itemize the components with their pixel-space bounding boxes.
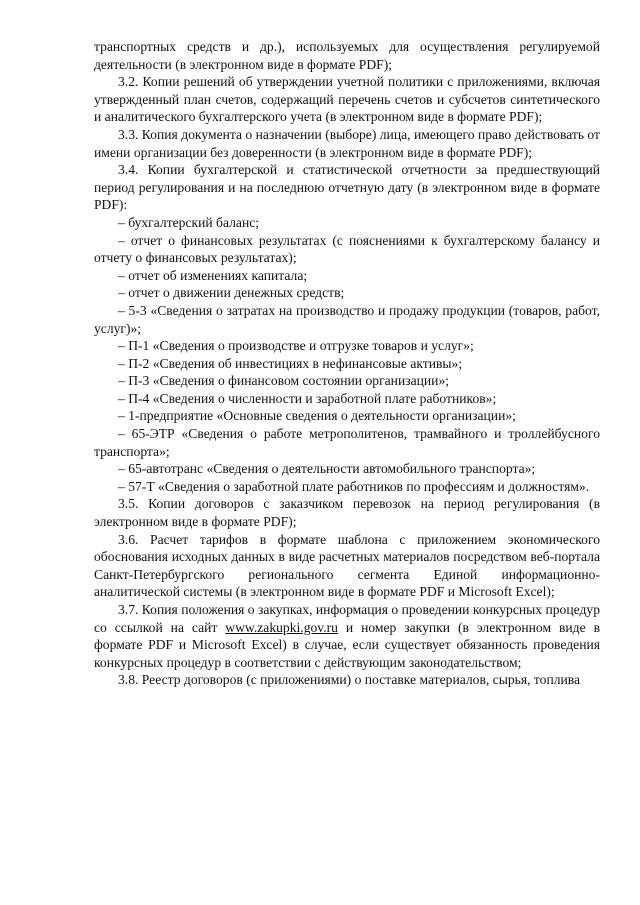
paragraph-3-4: 3.4. Копии бухгалтерской и статистической отчетности за предшествующий период регулирования и на последнюю отчетную дату (в электронном виде в формате PDF): bbox=[94, 162, 600, 213]
paragraph-3-7 bbox=[94, 601, 600, 671]
paragraph-3-7-text-end: и номер закупки (в электронном виде в формате PDF и Microsoft Excel) в случае, если существует обязанность проведения конкурсных процедур в соответствии с действующим законодательством; bbox=[94, 619, 600, 670]
paragraph-3-3: 3.3. Копия документа о назначении (выборе) лица, имеющего право действовать от имени организации без доверенности (в электронном виде в формате PDF); bbox=[94, 126, 600, 160]
list-item: – 65-автотранс «Сведения о деятельности автомобильного транспорта»; bbox=[118, 461, 536, 477]
paragraph-3-7-text-start: 3.7. Копия положения о закупках, информация о проведении конкурсных процедур со ссылкой на сайт bbox=[94, 602, 600, 635]
document-page bbox=[94, 38, 600, 689]
paragraph-intro: транспортных средств и др.), используемых для осуществления регулируемой деятельности (в электронном виде в формате PDF); bbox=[94, 39, 600, 72]
paragraph-3-5: 3.5. Копии договоров с заказчиком перевозок на период регулирования (в электронном виде в формате PDF); bbox=[94, 496, 600, 530]
list-item: – 1-предприятие «Основные сведения о деятельности организации»; bbox=[118, 408, 516, 424]
list-item: – 65-ЭТР «Сведения о работе метрополитенов, трамвайного и троллейбусного транспорта»; bbox=[94, 426, 600, 459]
paragraph-3-2: 3.2. Копии решений об утверждении учетной политики с приложениями, включая утвержденный план счетов, содержащий перечень счетов и субсчетов синтетического и аналитического бухгалтерского учета (в электронном виде в формате PDF); bbox=[94, 74, 600, 125]
list-item: – П-1 «Сведения о производстве и отгрузке товаров и услуг»; bbox=[118, 338, 474, 354]
paragraph-3-8: 3.8. Реестр договоров (с приложениями) о поставке материалов, сырья, топлива bbox=[118, 672, 581, 688]
list-3-4 bbox=[94, 214, 600, 496]
list-item: – П-4 «Сведения о численности и заработной плате работников»; bbox=[118, 390, 497, 406]
list-item: – отчет о движении денежных средств; bbox=[118, 285, 345, 301]
list-item: – отчет о финансовых результатах (с пояснениями к бухгалтерскому балансу и отчету о финансовых результатах); bbox=[94, 232, 600, 266]
list-item: – 5-3 «Сведения о затратах на производство и продажу продукции (товаров, работ, услуг)»; bbox=[94, 302, 600, 336]
zakupki-link[interactable]: www.zakupki.gov.ru bbox=[225, 619, 338, 635]
list-item: – П-3 «Сведения о финансовом состоянии организации»; bbox=[118, 373, 450, 389]
list-item: – бухгалтерский баланс; bbox=[118, 214, 260, 230]
paragraph-3-6: 3.6. Расчет тарифов в формате шаблона с приложением экономического обоснования исходных данных в виде расчетных материалов посредством веб-портала Санкт-Петербургского регионального сегмента Единой информационно-аналитической системы (в электронном виде в формате PDF и Microsoft Excel); bbox=[94, 531, 600, 600]
list-item: – 57-Т «Сведения о заработной плате работников по профессиям и должностям». bbox=[118, 478, 590, 494]
list-item: – отчет об изменениях капитала; bbox=[118, 267, 308, 283]
list-item: – П-2 «Сведения об инвестициях в нефинансовые активы»; bbox=[118, 355, 463, 371]
